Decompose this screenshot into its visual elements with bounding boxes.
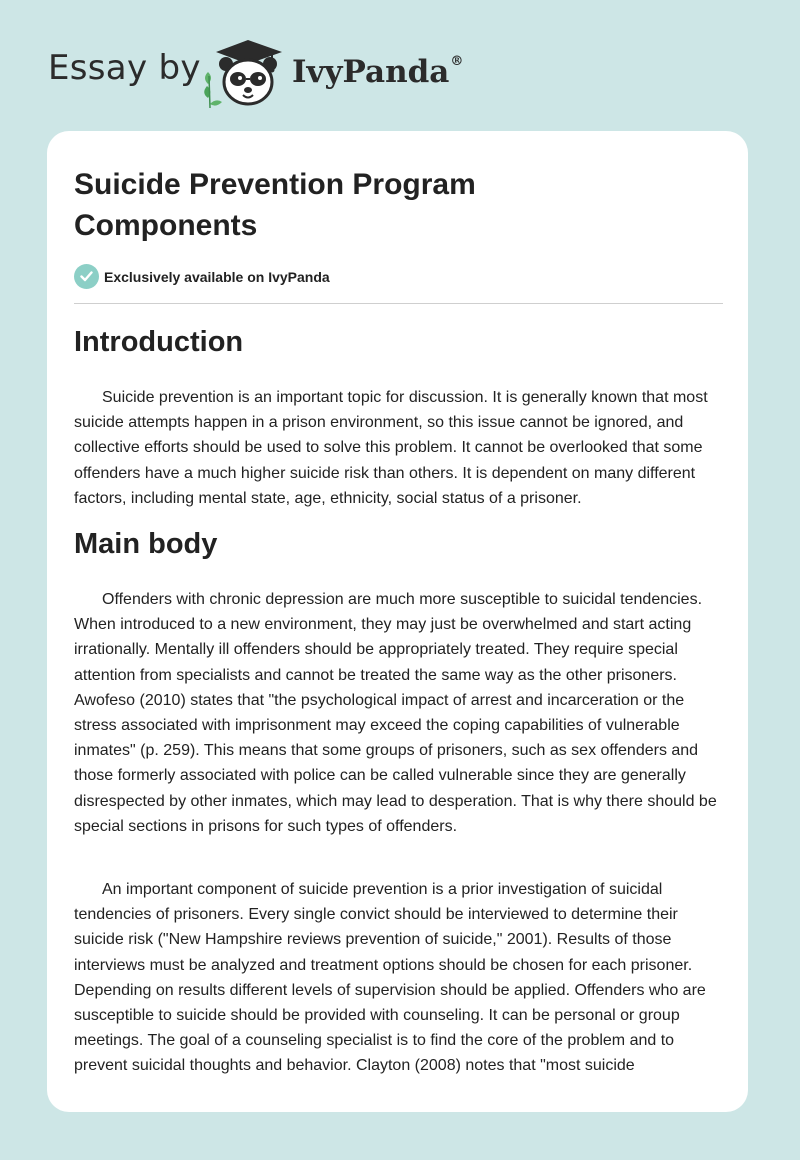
paragraph: Suicide prevention is an important topic for discussion. It is generally known that most suicide attempts happen in a prison environment, so this issue cannot be ignored, and collective efforts should be used to solve this problem. It cannot be overlooked that some offenders have a much higher suicide risk than others. It is dependent on many different factors, including mental state, age, ethnicity, social status of a prisoner.	[74, 389, 708, 507]
essay-by-label: Essay by	[48, 48, 201, 88]
site-header	[0, 0, 800, 130]
check-icon	[74, 264, 99, 289]
divider	[74, 303, 723, 304]
badge-label: Exclusively available on IvyPanda	[104, 268, 330, 285]
registered-mark: ®	[450, 54, 464, 69]
ivypanda-logo-icon[interactable]	[200, 36, 292, 110]
exclusive-badge	[74, 264, 330, 289]
paragraph: Offenders with chronic depression are much more susceptible to suicidal tendencies. When introduced to a new environment, they may just be overwhelmed and start acting irrationally. Mentally ill offenders should be appropriately treated. They require special attention from specialists and cannot be treated the same way as the other prisoners. Awofeso (2010) states that "the psychological impact of arrest and incarceration or the stress associated with imprisonment may exceed the coping capabilities of vulnerable inmates" (p. 259). This means that some groups of prisoners, such as sex offenders and those formerly associated with police can be called vulnerable since they are generally disrespected by other inmates, which may lead to desperation. That is why there should be special sections in prisons for such types of offenders.	[74, 591, 717, 835]
section-heading-main-body: Main body	[74, 528, 218, 560]
brand-name[interactable]: IvyPanda®	[292, 54, 464, 90]
page-title: Suicide Prevention Program Components	[74, 168, 476, 242]
essay-card	[47, 131, 748, 1112]
section-heading-introduction: Introduction	[74, 326, 244, 358]
paragraph: An important component of suicide prevention is a prior investigation of suicidal tendencies of prisoners. Every single convict should be interviewed to determine their suicide risk ("New Hampshire reviews prevention of suicide," 2001). Results of those interviews must be analyzed and treatment options should be chosen for each prisoner. Depending on results different levels of supervision should be applied. Offenders who are susceptible to suicide should be provided with counseling. It can be personal or group meetings. The goal of a counseling specialist is to find the core of the problem and to prevent suicidal thoughts and behavior. Clayton (2008) notes that "most suicide	[74, 881, 706, 1075]
